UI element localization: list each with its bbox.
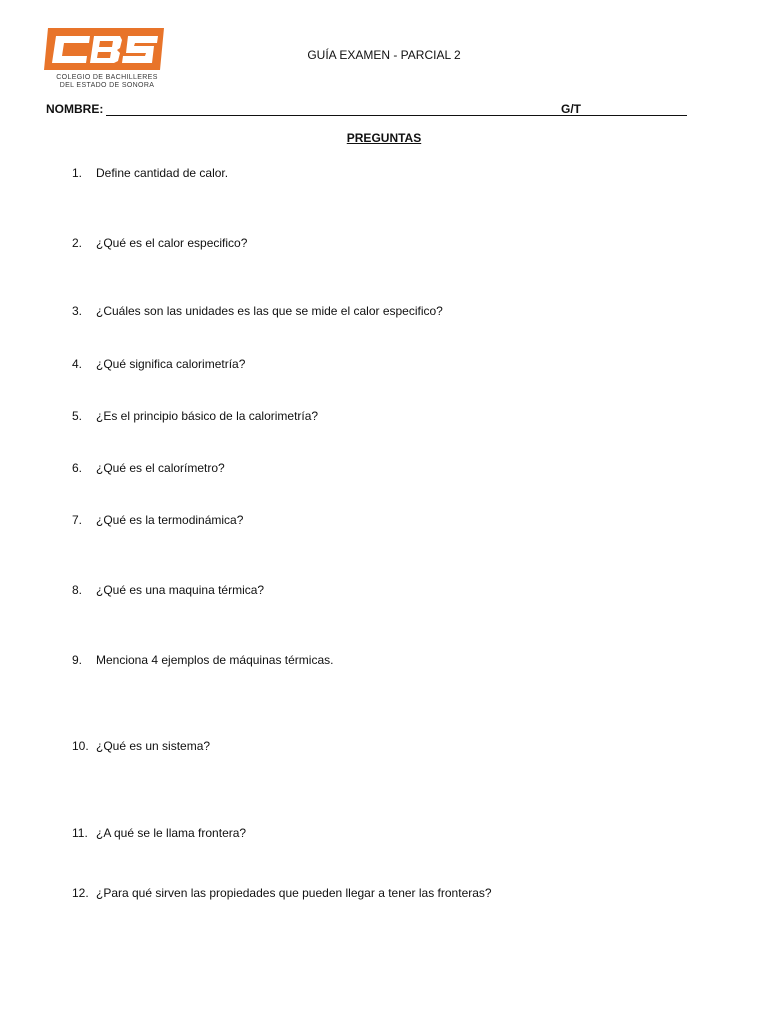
- name-blank-line[interactable]: [106, 115, 596, 116]
- question-number: 3.: [72, 304, 83, 318]
- question-item: [72, 512, 712, 528]
- logo-text-line-2: DEL ESTADO DE SONORA: [59, 82, 155, 89]
- name-label: NOMBRE:: [46, 102, 104, 116]
- student-info-row: [46, 101, 696, 119]
- question-text: ¿Es el principio básico de la calorimetría?: [96, 409, 319, 423]
- cobach-monogram-icon: [42, 26, 170, 72]
- question-number: 9.: [72, 653, 83, 667]
- question-number: 11.: [72, 826, 88, 840]
- question-item: [72, 652, 712, 668]
- question-item: [72, 356, 712, 372]
- logo-text-line-1: COLEGIO DE BACHILLERES: [56, 74, 158, 81]
- question-number: 5.: [72, 409, 83, 423]
- group-label: G/T: [561, 102, 581, 116]
- question-text: ¿Para qué sirven las propiedades que pueden llegar a tener las fronteras?: [96, 886, 492, 900]
- question-number: 2.: [72, 236, 83, 250]
- question-number: 4.: [72, 357, 83, 371]
- question-text: ¿Qué es un sistema?: [96, 739, 211, 753]
- question-item: [72, 738, 712, 754]
- question-text: ¿Qué es la termodinámica?: [96, 513, 244, 527]
- question-item: [72, 235, 712, 251]
- question-item: [72, 582, 712, 598]
- question-item: [72, 303, 712, 319]
- question-number: 10.: [72, 739, 89, 753]
- question-item: [72, 885, 712, 901]
- question-text: Define cantidad de calor.: [96, 166, 229, 180]
- question-text: ¿Qué es el calor especifico?: [96, 236, 248, 250]
- question-text: ¿Cuáles son las unidades es las que se mide el calor especifico?: [96, 304, 443, 318]
- question-item: [72, 408, 712, 424]
- question-number: 1.: [72, 166, 83, 180]
- question-text: ¿Qué es una maquina térmica?: [96, 583, 265, 597]
- question-number: 7.: [72, 513, 83, 527]
- document-title: GUÍA EXAMEN - PARCIAL 2: [307, 48, 461, 62]
- question-text: ¿Qué es el calorímetro?: [96, 461, 225, 475]
- question-number: 6.: [72, 461, 83, 475]
- cobach-logo: [42, 26, 170, 92]
- group-blank-line[interactable]: [585, 115, 687, 116]
- question-text: ¿A qué se le llama frontera?: [96, 826, 247, 840]
- question-number: 8.: [72, 583, 83, 597]
- question-item: [72, 460, 712, 476]
- questions-heading: PREGUNTAS: [346, 131, 422, 145]
- question-text: Menciona 4 ejemplos de máquinas térmicas.: [96, 653, 334, 667]
- question-item: [72, 825, 712, 841]
- question-item: [72, 165, 712, 181]
- question-number: 12.: [72, 886, 89, 900]
- question-text: ¿Qué significa calorimetría?: [96, 357, 246, 371]
